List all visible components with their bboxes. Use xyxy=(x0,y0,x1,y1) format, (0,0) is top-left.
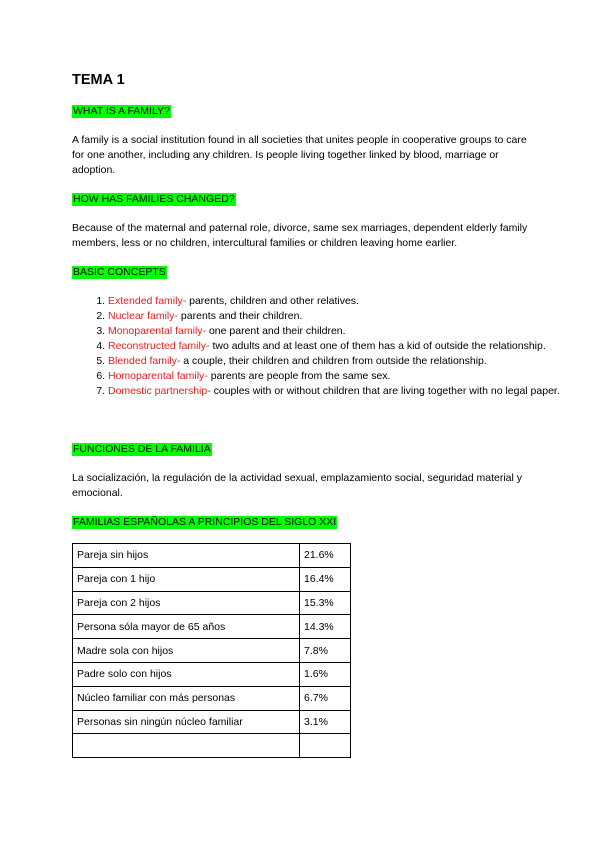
table-row xyxy=(73,710,351,734)
concepts-list xyxy=(72,294,578,399)
heading-what-is-family: WHAT IS A FAMILY? xyxy=(73,105,170,117)
row-percentage: 16.4% xyxy=(300,567,351,591)
table-row xyxy=(73,544,351,568)
concept-term: Homoparental family- xyxy=(108,370,208,382)
page-title: TEMA 1 xyxy=(72,72,125,88)
row-percentage: 15.3% xyxy=(300,591,351,615)
concept-term: Nuclear family- xyxy=(108,310,179,322)
list-item xyxy=(108,384,578,399)
table-row xyxy=(73,615,351,639)
paragraph-how-changed: Because of the maternal and paternal role, divorce, same sex marriages, dependent elderly family members, less or no children, intercultural families or children leaving home earlier. xyxy=(72,222,528,249)
table-row xyxy=(73,567,351,591)
row-percentage: 21.6% xyxy=(300,544,351,568)
list-item xyxy=(108,354,578,369)
concept-term: Blended family- xyxy=(108,355,181,367)
row-label: Pareja con 1 hijo xyxy=(73,567,300,591)
row-label xyxy=(73,734,300,758)
concept-description: parents are people from the same sex. xyxy=(207,370,391,382)
list-item xyxy=(108,369,578,384)
families-table xyxy=(72,543,351,758)
heading-funciones: FUNCIONES DE LA FAMILIA xyxy=(73,443,211,455)
list-item xyxy=(108,309,578,324)
concept-term: Extended family- xyxy=(108,295,187,307)
heading-basic-concepts: BASIC CONCEPTS xyxy=(73,266,166,278)
concept-description: a couple, their children and children from outside the relationship. xyxy=(180,355,487,367)
table-row xyxy=(73,734,351,758)
row-percentage: 6.7% xyxy=(300,686,351,710)
paragraph-funciones: La socialización, la regulación de la actividad sexual, emplazamiento social, seguridad material y emocional. xyxy=(72,472,522,499)
row-label: Pareja con 2 hijos xyxy=(73,591,300,615)
concept-term: Reconstructed family- xyxy=(108,340,210,352)
heading-how-changed: HOW HAS FAMILIES CHANGED? xyxy=(73,193,235,205)
table-row xyxy=(73,591,351,615)
row-percentage: 3.1% xyxy=(300,710,351,734)
concept-description: two adults and at least one of them has a kid of outside the relationship. xyxy=(209,340,546,352)
row-percentage: 1.6% xyxy=(300,662,351,686)
row-label: Núcleo familiar con más personas xyxy=(73,686,300,710)
row-label: Persona sóla mayor de 65 años xyxy=(73,615,300,639)
concept-term: Domestic partnership- xyxy=(108,385,211,397)
table-row xyxy=(73,686,351,710)
row-label: Personas sin ningún núcleo familiar xyxy=(73,710,300,734)
row-label: Padre solo con hijos xyxy=(73,662,300,686)
table-row xyxy=(73,639,351,663)
row-percentage: 14.3% xyxy=(300,615,351,639)
concept-term: Monoparental family- xyxy=(108,325,207,337)
row-label: Pareja sin hijos xyxy=(73,544,300,568)
heading-familias: FAMILIAS ESPAÑOLAS A PRINCIPIOS DEL SIGLO XXI xyxy=(73,516,337,528)
row-percentage: 7.8% xyxy=(300,639,351,663)
concept-description: one parent and their children. xyxy=(206,325,346,337)
paragraph-what-is-family: A family is a social institution found in all societies that unites people in cooperative groups to care for one another, including any children. Is people living together linked by blood, marriage or adoption. xyxy=(72,134,527,176)
concept-description: parents, children and other relatives. xyxy=(186,295,359,307)
row-percentage xyxy=(300,734,351,758)
list-item xyxy=(108,339,578,354)
concept-description: couples with or without children that are living together with no legal paper. xyxy=(210,385,560,397)
concept-description: parents and their children. xyxy=(178,310,303,322)
table-row xyxy=(73,662,351,686)
list-item xyxy=(108,294,578,309)
list-item xyxy=(108,324,578,339)
row-label: Madre sola con hijos xyxy=(73,639,300,663)
